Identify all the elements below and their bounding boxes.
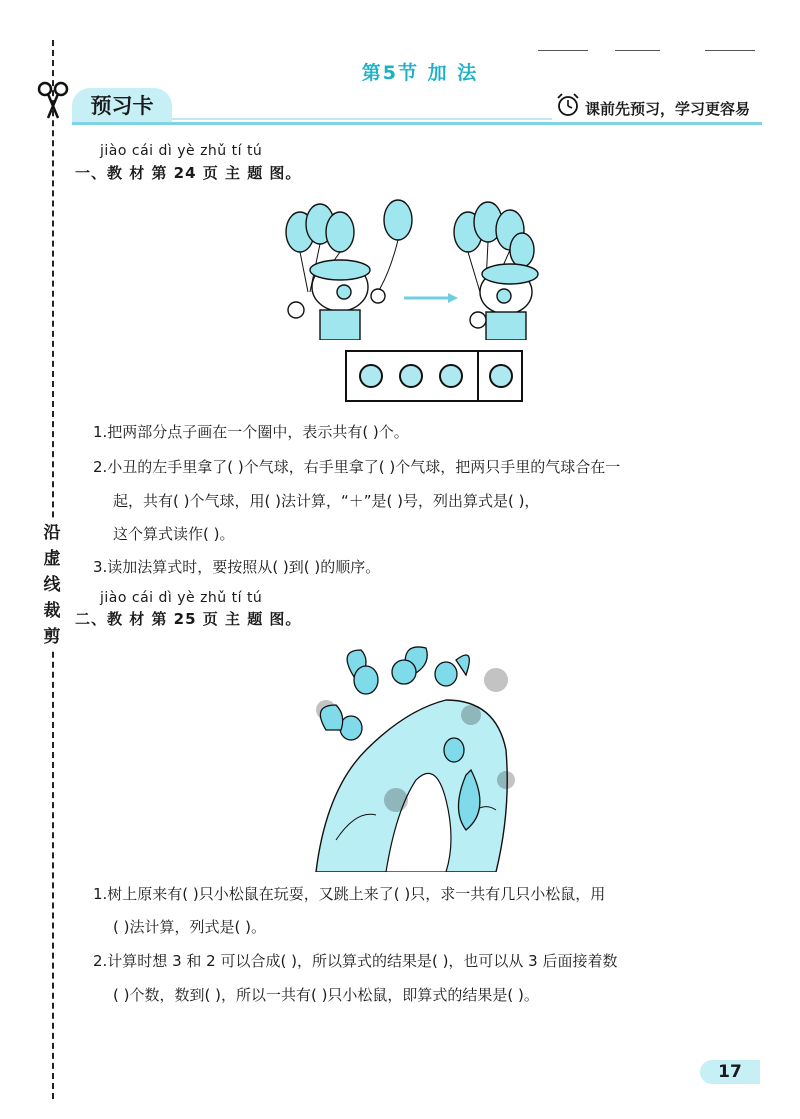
pinyin-annotation: jiào cái dì yè zhǔ tí tú: [100, 590, 263, 606]
dot-box-divider: [477, 352, 479, 400]
dot: [489, 364, 513, 388]
header-fill-lines: [510, 38, 755, 52]
part2-heading: 二、教 材 第 25 页 主 题 图。: [75, 610, 302, 628]
question-2-1: 1.树上原来有( )只小松鼠在玩耍，又跳上来了( )只，求一共有几只小松鼠，用: [93, 885, 606, 903]
dot: [399, 364, 423, 388]
alarm-clock-icon: [555, 92, 581, 118]
dot: [359, 364, 383, 388]
question-1-2-cont: 起，共有( )个气球，用( )法计算，“＋”是( )号，列出算式是( )，: [113, 492, 540, 510]
question-1-2-cont2: 这个算式读作( )。: [113, 525, 235, 543]
cut-label-char: 剪: [43, 627, 61, 647]
question-1-3: 3.读加法算式时，要按照从( )到( )的顺序。: [93, 558, 381, 576]
section-title: 第5节 加 法: [361, 62, 479, 84]
header-divider: [172, 118, 552, 120]
dot-box: [345, 350, 523, 402]
scissors-icon: [36, 80, 70, 120]
cut-label-char: 线: [43, 575, 61, 595]
question-1-1: 1.把两部分点子画在一个圈中，表示共有( )个。: [93, 423, 409, 441]
cut-instruction: [36, 520, 68, 650]
preview-card-tab: 预习卡: [72, 88, 172, 124]
cut-label-char: 沿: [43, 523, 61, 543]
cut-label-char: 裁: [43, 601, 61, 621]
question-2-2-cont: ( )个数，数到( )，所以一共有( )只小松鼠，即算式的结果是( )。: [113, 986, 539, 1004]
clown-balloon-illustration: [278, 192, 548, 340]
part1-heading: 一、教 材 第 24 页 主 题 图。: [75, 164, 302, 182]
squirrels-tree-illustration: [296, 640, 524, 872]
cut-label-char: 虚: [43, 549, 61, 569]
slogan: 课前先预习，学习更容易: [585, 100, 751, 118]
header-underline: [72, 122, 762, 125]
dot: [439, 364, 463, 388]
page-number: 17: [700, 1060, 760, 1084]
question-1-2: 2.小丑的左手里拿了( )个气球，右手里拿了( )个气球，把两只手里的气球合在一: [93, 458, 621, 476]
pinyin-annotation: jiào cái dì yè zhǔ tí tú: [100, 143, 263, 159]
question-2-2: 2.计算时想 3 和 2 可以合成( )，所以算式的结果是( )，也可以从 3 后面接着数: [93, 952, 618, 970]
question-2-1-cont: ( )法计算，列式是( )。: [113, 918, 266, 936]
